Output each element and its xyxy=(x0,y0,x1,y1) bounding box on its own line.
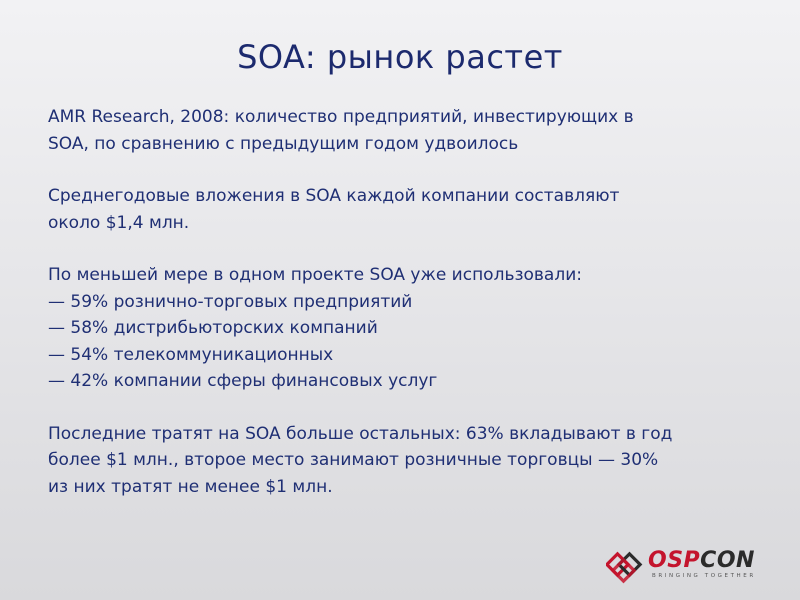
paragraph-average-investment xyxy=(48,183,748,236)
list-item: — 58% дистрибьюторских компаний xyxy=(48,318,378,338)
logo-word-part2: CON xyxy=(700,548,755,573)
paragraph-amr-research xyxy=(48,104,748,157)
list-item: — 42% компании сферы финансовых услуг xyxy=(48,371,438,391)
text-line: AMR Research, 2008: количество предприятий, инвестирующих в xyxy=(48,107,634,127)
text-line: из них тратят не менее $1 млн. xyxy=(48,476,333,497)
paragraph-spending xyxy=(48,421,748,501)
list-item: — 54% телекоммуникационных xyxy=(48,344,334,365)
text-line: около $1,4 млн. xyxy=(48,212,190,233)
interlocking-squares-icon xyxy=(606,548,646,584)
slide-content xyxy=(48,104,748,526)
logo-tagline: BRINGING TOGETHER xyxy=(652,573,756,579)
text-line: SOA, по сравнению с предыдущим годом удвоилось xyxy=(48,133,519,154)
list-item: — 59% рознично-торговых предприятий xyxy=(48,291,413,312)
text-line: более $1 млн., второе место занимают розничные торговцы — 30% xyxy=(48,450,659,470)
slide-title: SOA: рынок растет xyxy=(237,38,563,76)
paragraph-usage-by-sector xyxy=(48,262,748,395)
text-line: Среднегодовые вложения в SOA каждой компании составляют xyxy=(48,186,620,206)
text-line: Последние тратят на SOA больше остальных: 63% вкладывают в год xyxy=(48,423,673,444)
logo-wordmark xyxy=(648,549,755,573)
text-line: По меньшей мере в одном проекте SOA уже использовали: xyxy=(48,265,582,285)
ospcon-logo xyxy=(606,548,774,584)
logo-word-part1: OSP xyxy=(648,548,701,573)
